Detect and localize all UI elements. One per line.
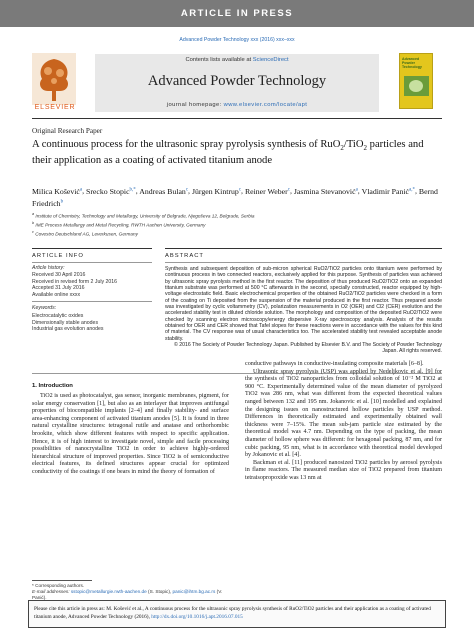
footnote-rule (32, 580, 92, 581)
intro-paragraph-3: Backman et al. [11] produced nanosized TiO2 particles by aerosol pyrolysis in flame reactors. The measured median size of TiO2 prepared from titanium tetraisopropoxide was 13 nm at (245, 459, 442, 481)
article-history-label: Article history: (32, 265, 65, 271)
author-name[interactable]: Milica Košević$^a$ (32, 186, 83, 196)
keywords-rule (32, 301, 152, 302)
author-affiliation-marker[interactable]: a (79, 187, 83, 192)
author-affiliation-marker[interactable]: b,* (129, 187, 136, 192)
email-link-panic[interactable]: panic@ihtm.bg.ac.rs (172, 589, 216, 594)
author-affiliation-marker[interactable]: c (185, 187, 189, 192)
abstract-text: Synthesis and subsequent deposition of sub-micron spherical RuO2/TiO2 particles onto titanium were performed by continuous process in two connected reactors, exclusively applied for this purpose. Synthesis of particles was achieved by ultrasonic spray pyrolysis method in the first reactor. The deposition of thus produced RuO2/TiO2 onto an expanded titanium substrate was performed at 500 °C afterwards in the second, specially constructed, reactor equipped by high-voltage electrostatic field. Basic electrochemical properties of the obtained RuO2/TiO2 particles were checked in a form of the coating on Ti deposited from the suspension of the material produced in the first reactor. Thus prepared anode was investigated by cyclic voltammetry (CV), polarization measurements in O2 (OER) and Cl2 (CER) evolution and the accelerated stability test in diluted chloride solution. The morphology and composition of the deposited RuO2/TiO2 were checked by scanning electron microscopy/energy dispersive X-ray spectroscopy analysis. Analysis of the results obtained for OER and CER showed that Tafel slopes for these reactions were in accordance with the values for this kind of material. The CV response was of usual characteristics too. The accelerated stability test revealed acceptable anode stability. (165, 266, 442, 342)
info-subrule (32, 262, 152, 263)
journal-cover-thumbnail (399, 53, 433, 109)
author-name[interactable]: Vladimir Panić$^{a,*}$ (361, 186, 415, 196)
introduction-heading: 1. Introduction (32, 383, 73, 389)
paper-title: A continuous process for the ultrasonic spray pyrolysis synthesis of RuO$_2$/TiO$_2$ particles and their application as a coating of activated titanium anode (32, 139, 424, 166)
journal-homepage-link[interactable]: www.elsevier.com/locate/apt (223, 102, 308, 108)
cover-image-detail (409, 80, 423, 92)
intro-paragraph-2: Ultrasonic spray pyrolysis (USP) was applied by Nedeljkovic et al. [9] for the synthesis of TiO2 nanoparticles from colloidal solution of 10⁻² M TiO2 at 900 °C. Experimentally determined value of the mean diameter of pyrolyzed TiO2 was 286 nm, what was different from the expected theoretical values ranged between 132 and 195 nm. Jokanovic et al. [10] modelled and explained the designing issues on nanostructured hollow particles by USP method. Differences in theoretically estimated and experimentally obtained wall thickness were 7–15%. The mean sub-jam particle size estimated by the theoretical model was 4.7 nm. Depending on the type of packing, the mean diameter of hollow sphere was different: for hexagonal packing, 87 nm, and for cubic packing, 95 nm, what is in accordance with theoretical model developed by Jokanovic et al. [4]. (245, 368, 442, 459)
intro-left-column (32, 393, 229, 477)
citation-text: Please cite this article in press as: M. Košević et al., A continuous process for the ultrasonic spray pyrolysis synthesis of RuO2/TiO2 particles and their application as a coating of activated titanium anode, Advanced Powder Technology (2016), (34, 606, 431, 621)
author-name[interactable]: Reiner Weber$^c$ (244, 186, 290, 196)
elsevier-wordmark: ELSEVIER (34, 104, 76, 111)
article-type: Original Research Paper (32, 127, 103, 135)
author-affiliation-marker[interactable]: a (355, 187, 358, 192)
abstract-body (165, 266, 442, 355)
affiliation-list (32, 211, 442, 238)
citation-box (28, 600, 446, 628)
header-rule (32, 118, 442, 119)
email-link-stopic[interactable]: sstopic@metallurgie.rwth-aachen.de (70, 589, 147, 594)
keywords-list (32, 313, 152, 333)
author-name[interactable]: Jasmina Stevanović$^a$ (293, 186, 358, 196)
author-name[interactable]: Andreas Bulan$^c$ (139, 186, 189, 196)
author-name[interactable]: Jürgen Kintrup$^c$ (191, 186, 242, 196)
history-online: Available online xxxx (32, 291, 81, 298)
keyword-item[interactable]: Dimensionally stable anodes (32, 319, 99, 326)
info-rule (32, 248, 152, 249)
author-affiliation-marker[interactable]: c (287, 187, 290, 192)
author-name[interactable]: Bernd Friedrich$^b$ (32, 186, 438, 208)
author-affiliation-marker[interactable]: b (60, 199, 64, 205)
homepage-line: journal homepage: www.elsevier.com/locate/apt (166, 102, 308, 108)
keywords-label: Keywords: (32, 305, 57, 311)
intro-right-column (245, 361, 442, 483)
intro-paragraph-1-end: conductive pathways in conductive-insulating composite materials [6–8]. (245, 361, 424, 367)
affiliation-item: $^a$ Institute of Chemistry, Technology and Metallurgy, University of Belgrade, Njegoševa 12, Belgrade, Serbia (32, 212, 255, 219)
keyword-item[interactable]: Electrocatalytic oxides (32, 313, 84, 319)
affiliation-item: $^c$ Covestro Deutschland AG, Leverkusen, Germany (32, 229, 138, 237)
abstract-rule (165, 248, 442, 249)
affiliation-item: $^b$ IME Process Metallurgy and Metal Recycling, RWTH Aachen University, Germany (32, 220, 206, 228)
author-list: Milica Košević$^a$, Srecko Stopic$^{b,*}$, Andreas Bulan$^c$, Jürgen Kintrup$^c$, Reiner Weber$^c$, Jasmina Stevanović$^a$, Vladimir Panić$^{a,*}$, Bernd Friedrich$^b$ (32, 186, 438, 208)
cover-title: Advanced Powder Technology (402, 57, 422, 69)
corresponding-note: * Corresponding authors. (32, 583, 85, 588)
author-affiliation-marker[interactable]: c (238, 187, 242, 192)
citation-doi-link[interactable]: http://dx.doi.org/10.1016/j.apt.2016.07.015 (151, 614, 243, 621)
sciencedirect-link[interactable]: ScienceDirect (252, 57, 289, 63)
elsevier-tree-logo (32, 53, 76, 105)
journal-reference[interactable]: Advanced Powder Technology xxx (2016) xxx–xxx (179, 37, 295, 43)
footnotes (32, 583, 232, 601)
article-history (32, 272, 152, 298)
history-received: Received 30 April 2016 (32, 272, 86, 278)
article-in-press-banner: ARTICLE IN PRESS (0, 0, 474, 27)
contents-line: Contents lists available at ScienceDirect (185, 57, 289, 63)
journal-name: Advanced Powder Technology (147, 73, 327, 89)
article-info-heading: ARTICLE INFO (32, 253, 84, 259)
history-revised: Received in revised form 2 July 2016 (32, 278, 118, 285)
keyword-item[interactable]: Industrial gas evolution anodes (32, 326, 104, 333)
abstract-copyright: © 2016 The Society of Powder Technology Japan. Published by Elsevier B.V. and The Society of Powder Technology Japan. All rights reserved. (174, 342, 442, 355)
email-note: E-mail addresses: sstopic@metallurgie.rwth-aachen.de (S. Stopic), panic@ihtm.bg.ac.rs (V. Panić). (32, 589, 223, 600)
abstract-subrule (165, 262, 442, 263)
abstract-heading: ABSTRACT (165, 253, 204, 259)
intro-paragraph-1: TiO2 is used as photocatalyst, gas sensor, inorganic membranes, pigment, for solar energy conservation [1], but also as an interlayer that improves antifungal properties of biocompatible implants [2–4] and finally stability- and surface area-enhancing component of activated titanium anodes [5]. It is found in three natural crystalline structures: tetragonal rutile and anatase and orthorhombic brookite, which show different features with respect to specific application. Hence, it is of high interest to investigate novel, simple and facile processing possibilities of nanocrystalline TiO2 in order to achieve highly-ordered hierarchical structure of improved properties. Since TiO2 is of semiconductive electrical features, its defined structures appear crucial for optimized conductivity of the coatings if one bears in mind the theory of formation of (32, 393, 229, 475)
author-name[interactable]: Srecko Stopic$^{b,*}$ (86, 186, 136, 196)
history-accepted: Accepted 31 July 2016 (32, 285, 85, 292)
author-affiliation-marker[interactable]: a,* (408, 187, 415, 192)
